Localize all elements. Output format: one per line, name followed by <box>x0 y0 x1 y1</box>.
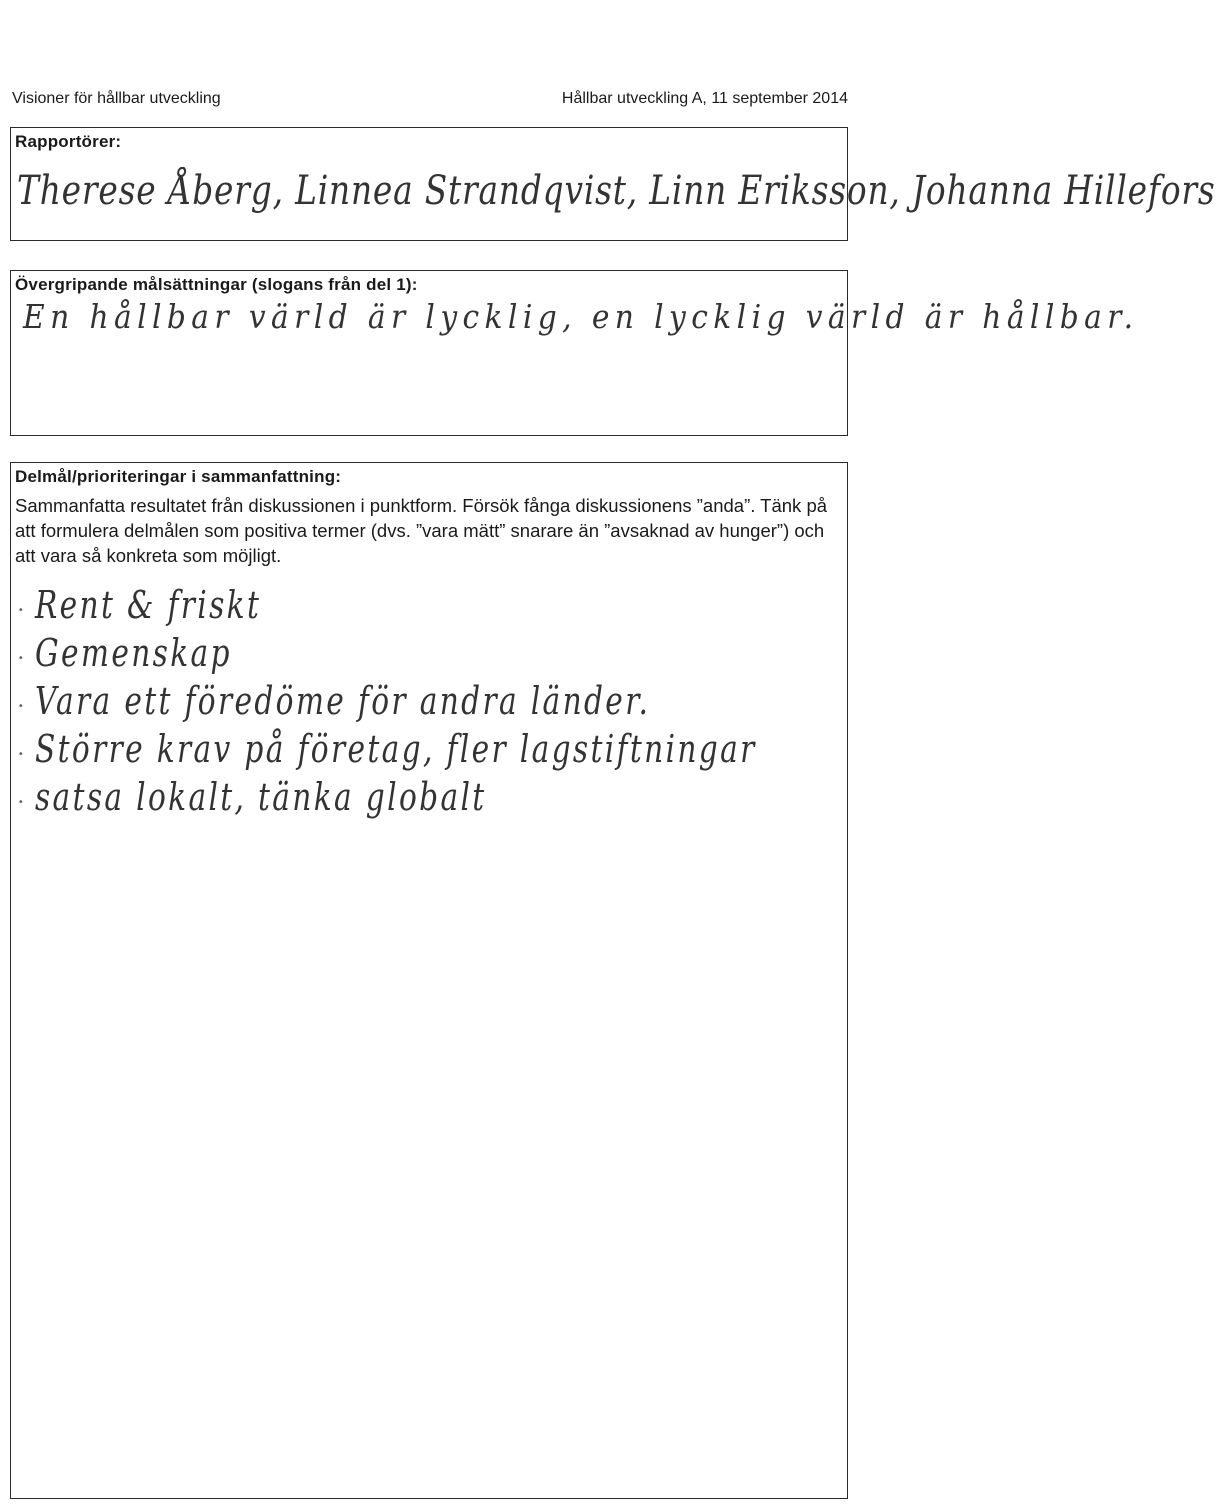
reporters-label: Rapportörer: <box>15 132 122 151</box>
reporters-box <box>10 127 1216 241</box>
subgoal-text: satsa lokalt, tänka globalt <box>35 775 487 819</box>
subgoals-box <box>10 462 848 1499</box>
course-and-date: Hållbar utveckling A, 11 september 2014 <box>561 90 848 107</box>
goals-label: Övergripande målsättningar (slogans från del 1): <box>15 275 418 294</box>
subgoal-text: Gemenskap <box>35 631 232 675</box>
subgoals-instructions: Sammanfatta resultatet från diskussionen i punktform. Försök fånga diskussionens ”anda”. Tänk på att formulera delmålen som positiva termer (dvs. ”vara mätt” snarare än ”avsaknad av hunger”) och att vara så konkreta som möjligt. <box>15 495 828 566</box>
subgoals-label: Delmål/prioriteringar i sammanfattning: <box>15 467 342 486</box>
document-title: Visioner för hållbar utveckling <box>12 90 221 107</box>
subgoal-text: Större krav på företag, fler lagstiftningar <box>35 727 757 771</box>
goals-box <box>10 270 1139 436</box>
bullet-icon: • <box>19 605 23 616</box>
subgoal-text: Rent & friskt <box>35 583 262 627</box>
reporters-handwritten: Therese Åberg, Linnea Strandqvist, Linn Eriksson, Johanna Hillefors <box>17 168 1216 214</box>
goals-handwritten: En hållbar värld är lycklig, en lycklig värld är hållbar. <box>23 297 1139 336</box>
subgoal-text: Vara ett föredöme för andra länder. <box>35 679 651 723</box>
bullet-icon: • <box>19 701 23 712</box>
bullet-icon: • <box>19 749 23 760</box>
bullet-icon: • <box>19 797 23 808</box>
bullet-icon: • <box>19 653 23 664</box>
